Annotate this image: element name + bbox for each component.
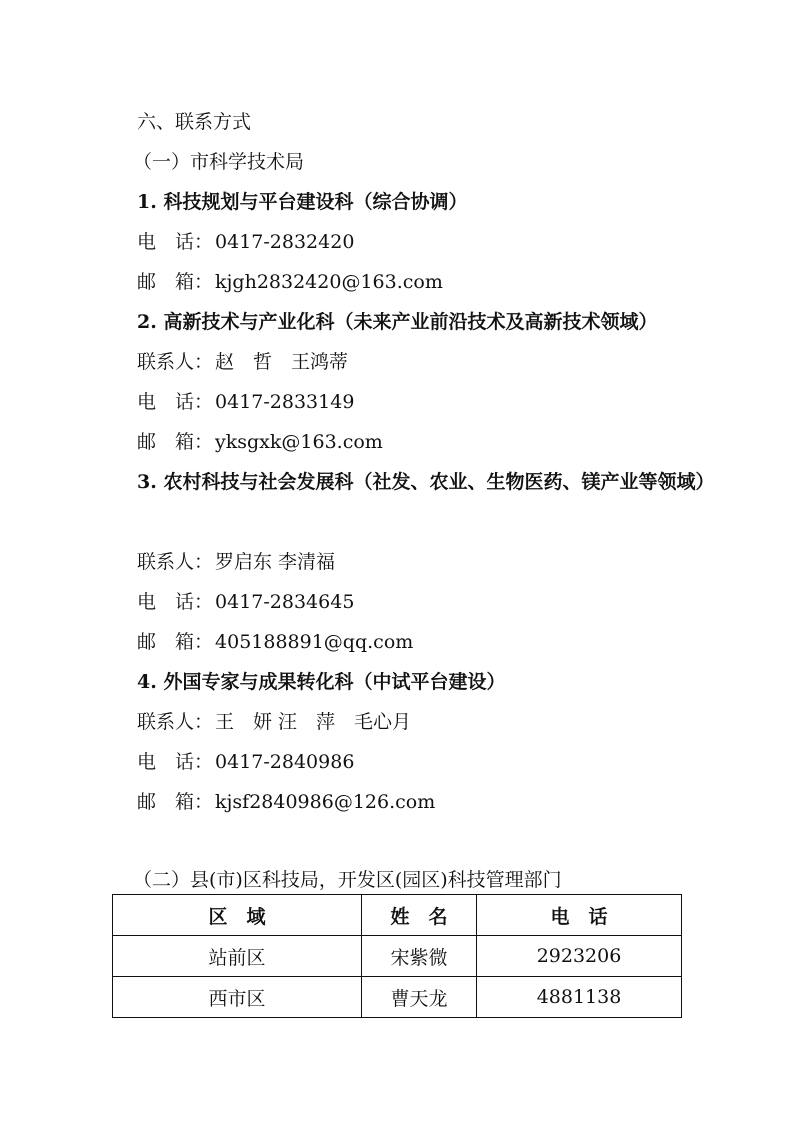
contact-label: 联系人：: [137, 551, 214, 573]
cell-region: 西市区: [113, 977, 362, 1018]
contact-value: 罗启东 李清福: [215, 551, 336, 573]
email-value: yksgxk@163.com: [215, 431, 383, 453]
subsection-title-city-bureau: （一）市科学技术局: [133, 151, 305, 173]
phone-value: 0417-2834645: [215, 591, 355, 613]
department-heading-rural: 3. 农村科技与社会发展科（社发、农业、生物医药、镁产业等领域）: [137, 471, 715, 493]
department-heading-planning: 1. 科技规划与平台建设科（综合协调）: [137, 191, 468, 213]
email-value: kjgh2832420@163.com: [215, 271, 443, 293]
cell-name: 宋紫微: [362, 936, 477, 977]
district-contacts-table: [112, 894, 681, 1018]
section-title: 六、联系方式: [137, 111, 252, 133]
cell-region: 站前区: [113, 936, 362, 977]
contact-label: 联系人：: [137, 711, 214, 733]
phone-line-planning: [137, 230, 354, 254]
header-region: 区 域: [113, 895, 362, 936]
table-row: [113, 977, 682, 1018]
email-line-foreign-experts: [137, 790, 435, 814]
phone-line-foreign-experts: [137, 750, 354, 774]
header-name: 姓 名: [362, 895, 477, 936]
email-line-rural: [137, 630, 413, 654]
phone-label: 电 话：: [137, 391, 214, 413]
email-label: 邮 箱：: [137, 431, 214, 453]
contact-line-foreign-experts: [137, 710, 411, 734]
contact-value: 赵 哲 王鸿蒂: [215, 351, 349, 373]
cell-name: 曹天龙: [362, 977, 477, 1018]
email-line-planning: [137, 270, 443, 294]
email-label: 邮 箱：: [137, 271, 214, 293]
table-row: [113, 936, 682, 977]
phone-value: 0417-2832420: [215, 231, 355, 253]
cell-phone: 2923206: [477, 936, 682, 977]
phone-line-rural: [137, 590, 354, 614]
subsection-title-district-bureaus: （二）县(市)区科技局，开发区(园区)科技管理部门: [133, 869, 562, 891]
phone-label: 电 话：: [137, 751, 214, 773]
cell-phone: 4881138: [477, 977, 682, 1018]
phone-value: 0417-2833149: [215, 391, 355, 413]
phone-value: 0417-2840986: [215, 751, 355, 773]
email-label: 邮 箱：: [137, 791, 214, 813]
phone-label: 电 话：: [137, 231, 214, 253]
email-value: kjsf2840986@126.com: [215, 791, 436, 813]
contact-label: 联系人：: [137, 351, 214, 373]
contact-line-rural: [137, 550, 335, 574]
email-line-hightech: [137, 430, 383, 454]
table-header-row: [113, 895, 682, 936]
phone-label: 电 话：: [137, 591, 214, 613]
email-value: 405188891@qq.com: [215, 631, 414, 653]
email-label: 邮 箱：: [137, 631, 214, 653]
header-phone: 电 话: [477, 895, 682, 936]
department-heading-foreign-experts: 4. 外国专家与成果转化科（中试平台建设）: [137, 671, 506, 693]
phone-line-hightech: [137, 390, 354, 414]
contact-line-hightech: [137, 350, 348, 374]
contact-value: 王 妍 汪 萍 毛心月: [215, 711, 412, 733]
department-heading-hightech: 2. 高新技术与产业化科（未来产业前沿技术及高新技术领域）: [137, 311, 658, 333]
